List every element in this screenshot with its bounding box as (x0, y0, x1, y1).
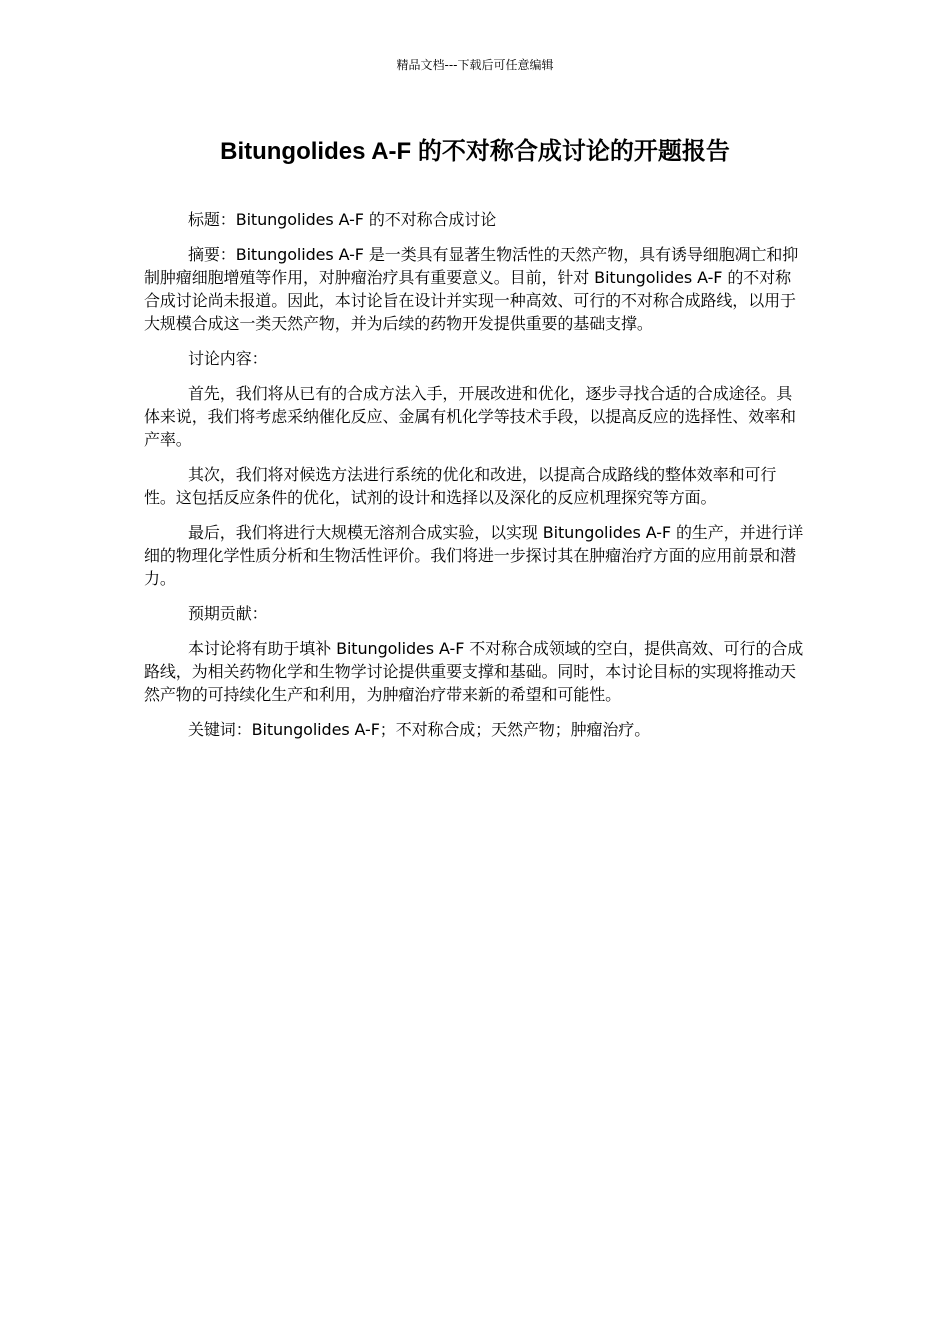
content-paragraph-first: 首先，我们将从已有的合成方法入手，开展改进和优化，逐步寻找合适的合成途径。具体来说，我们将考虑采纳催化反应、金属有机化学等技术手段，以提高反应的选择性、效率和产率。 (144, 384, 796, 449)
content-heading: 讨论内容： (188, 349, 268, 368)
title-line-paragraph: 标题：Bitungolides A-F 的不对称合成讨论 (188, 210, 497, 229)
keywords-paragraph: 关键词：Bitungolides A-F；不对称合成；天然产物；肿瘤治疗。 (188, 720, 651, 739)
page-header: 精品文档---下载后可任意编辑 (396, 58, 554, 72)
content-paragraph-last: 最后，我们将进行大规模无溶剂合成实验，以实现 Bitungolides A-F 的生产，并进行详细的物理化学性质分析和生物活性评价。我们将进一步探讨其在肿瘤治疗方面的应用前景和潜力。 (144, 523, 804, 588)
contribution-heading: 预期贡献： (188, 604, 268, 623)
contribution-paragraph: 本讨论将有助于填补 Bitungolides A-F 不对称合成领域的空白，提供高效、可行的合成路线，为相关药物化学和生物学讨论提供重要支撑和基础。同时，本讨论目标的实现将推动天然产物的可持续化生产和利用，为肿瘤治疗带来新的希望和可能性。 (144, 639, 804, 704)
content-paragraph-second: 其次，我们将对候选方法进行系统的优化和改进，以提高合成路线的整体效率和可行性。这包括反应条件的优化，试剂的设计和选择以及深化的反应机理探究等方面。 (144, 465, 777, 507)
abstract-paragraph: 摘要：Bitungolides A-F 是一类具有显著生物活性的天然产物，具有诱导细胞凋亡和抑制肿瘤细胞增殖等作用，对肿瘤治疗具有重要意义。目前，针对 Bitungolides A-F 的不对称合成讨论尚未报道。因此，本讨论旨在设计并实现一种高效、可行的不对称合成路线，以用于大规模合成这一类天然产物，并为后续的药物开发提供重要的基础支撑。 (144, 245, 799, 333)
document-title: Bitungolides A-F 的不对称合成讨论的开题报告 (220, 138, 730, 165)
document-body (144, 208, 806, 753)
